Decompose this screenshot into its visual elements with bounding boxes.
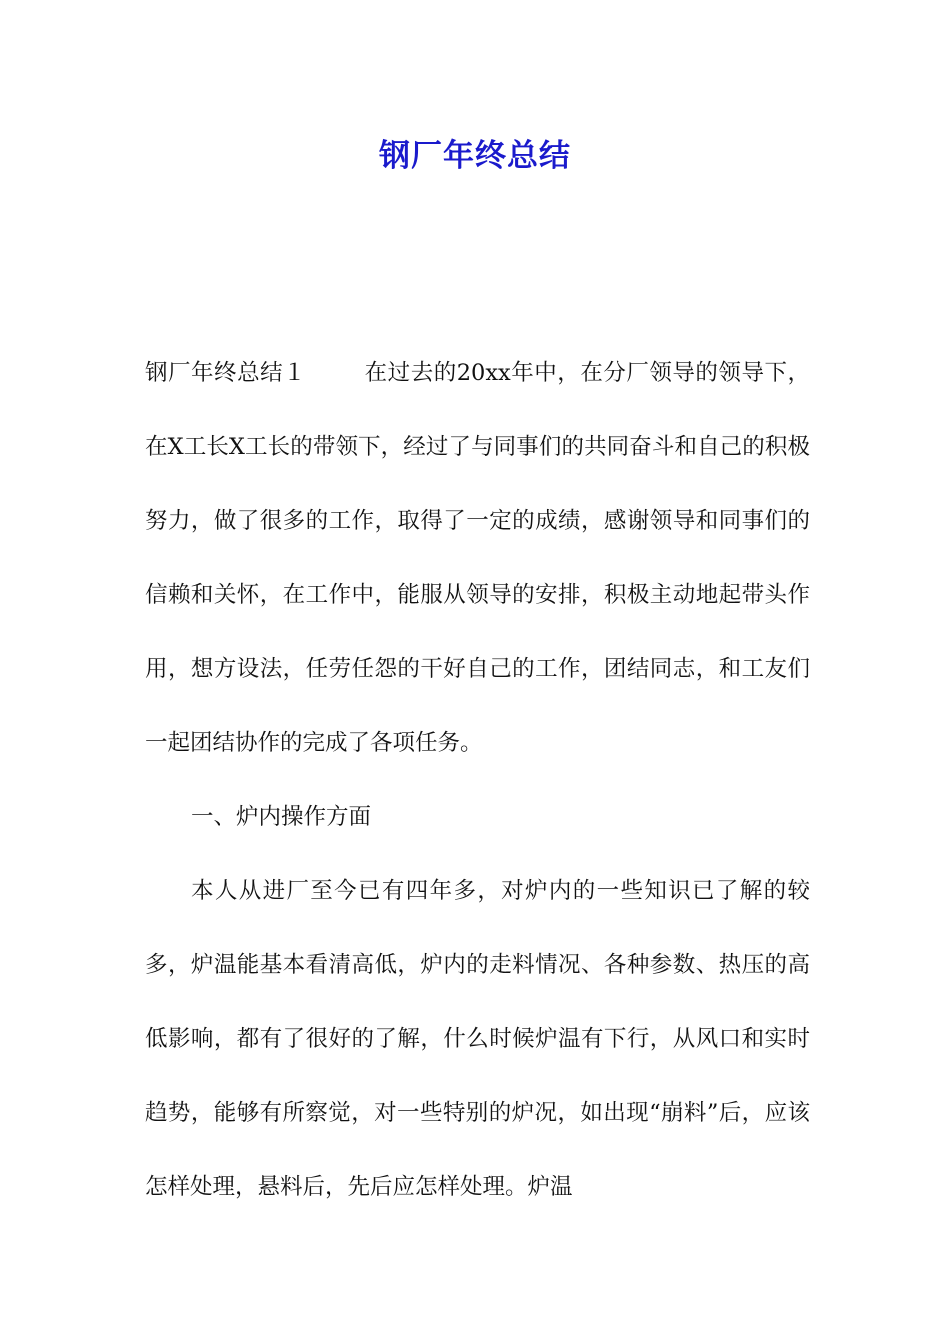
document-body xyxy=(145,336,810,1224)
section-heading: 一、炉内操作方面 xyxy=(191,804,372,830)
document-title: 钢厂年终总结 xyxy=(379,138,571,174)
intro-label: 钢厂年终总结１ xyxy=(145,360,307,386)
section-paragraph: 本人从进厂至今已有四年多，对炉内的一些知识已了解的较多，炉温能基本看清高低，炉内的走料情况、各种参数、热压的高低影响，都有了很好的了解，什么时候炉温有下行，从风口和实时趋势，能够有所察觉，对一些特别的炉况，如出现“崩料”后，应该怎样处理，悬料后，先后应怎样处理。炉温 xyxy=(145,878,810,1200)
intro-paragraph xyxy=(145,336,810,780)
intro-text: 在过去的20xx年中，在分厂领导的领导下，在X工长X工长的带领下，经过了与同事们的共同奋斗和自己的积极努力，做了很多的工作，取得了一定的成绩，感谢领导和同事们的信赖和关怀，在工作中，能服从领导的安排，积极主动地起带头作用，想方设法，任劳任怨的干好自己的工作，团结同志，和工友们一起团结协作的完成了各项任务。 xyxy=(145,360,810,756)
